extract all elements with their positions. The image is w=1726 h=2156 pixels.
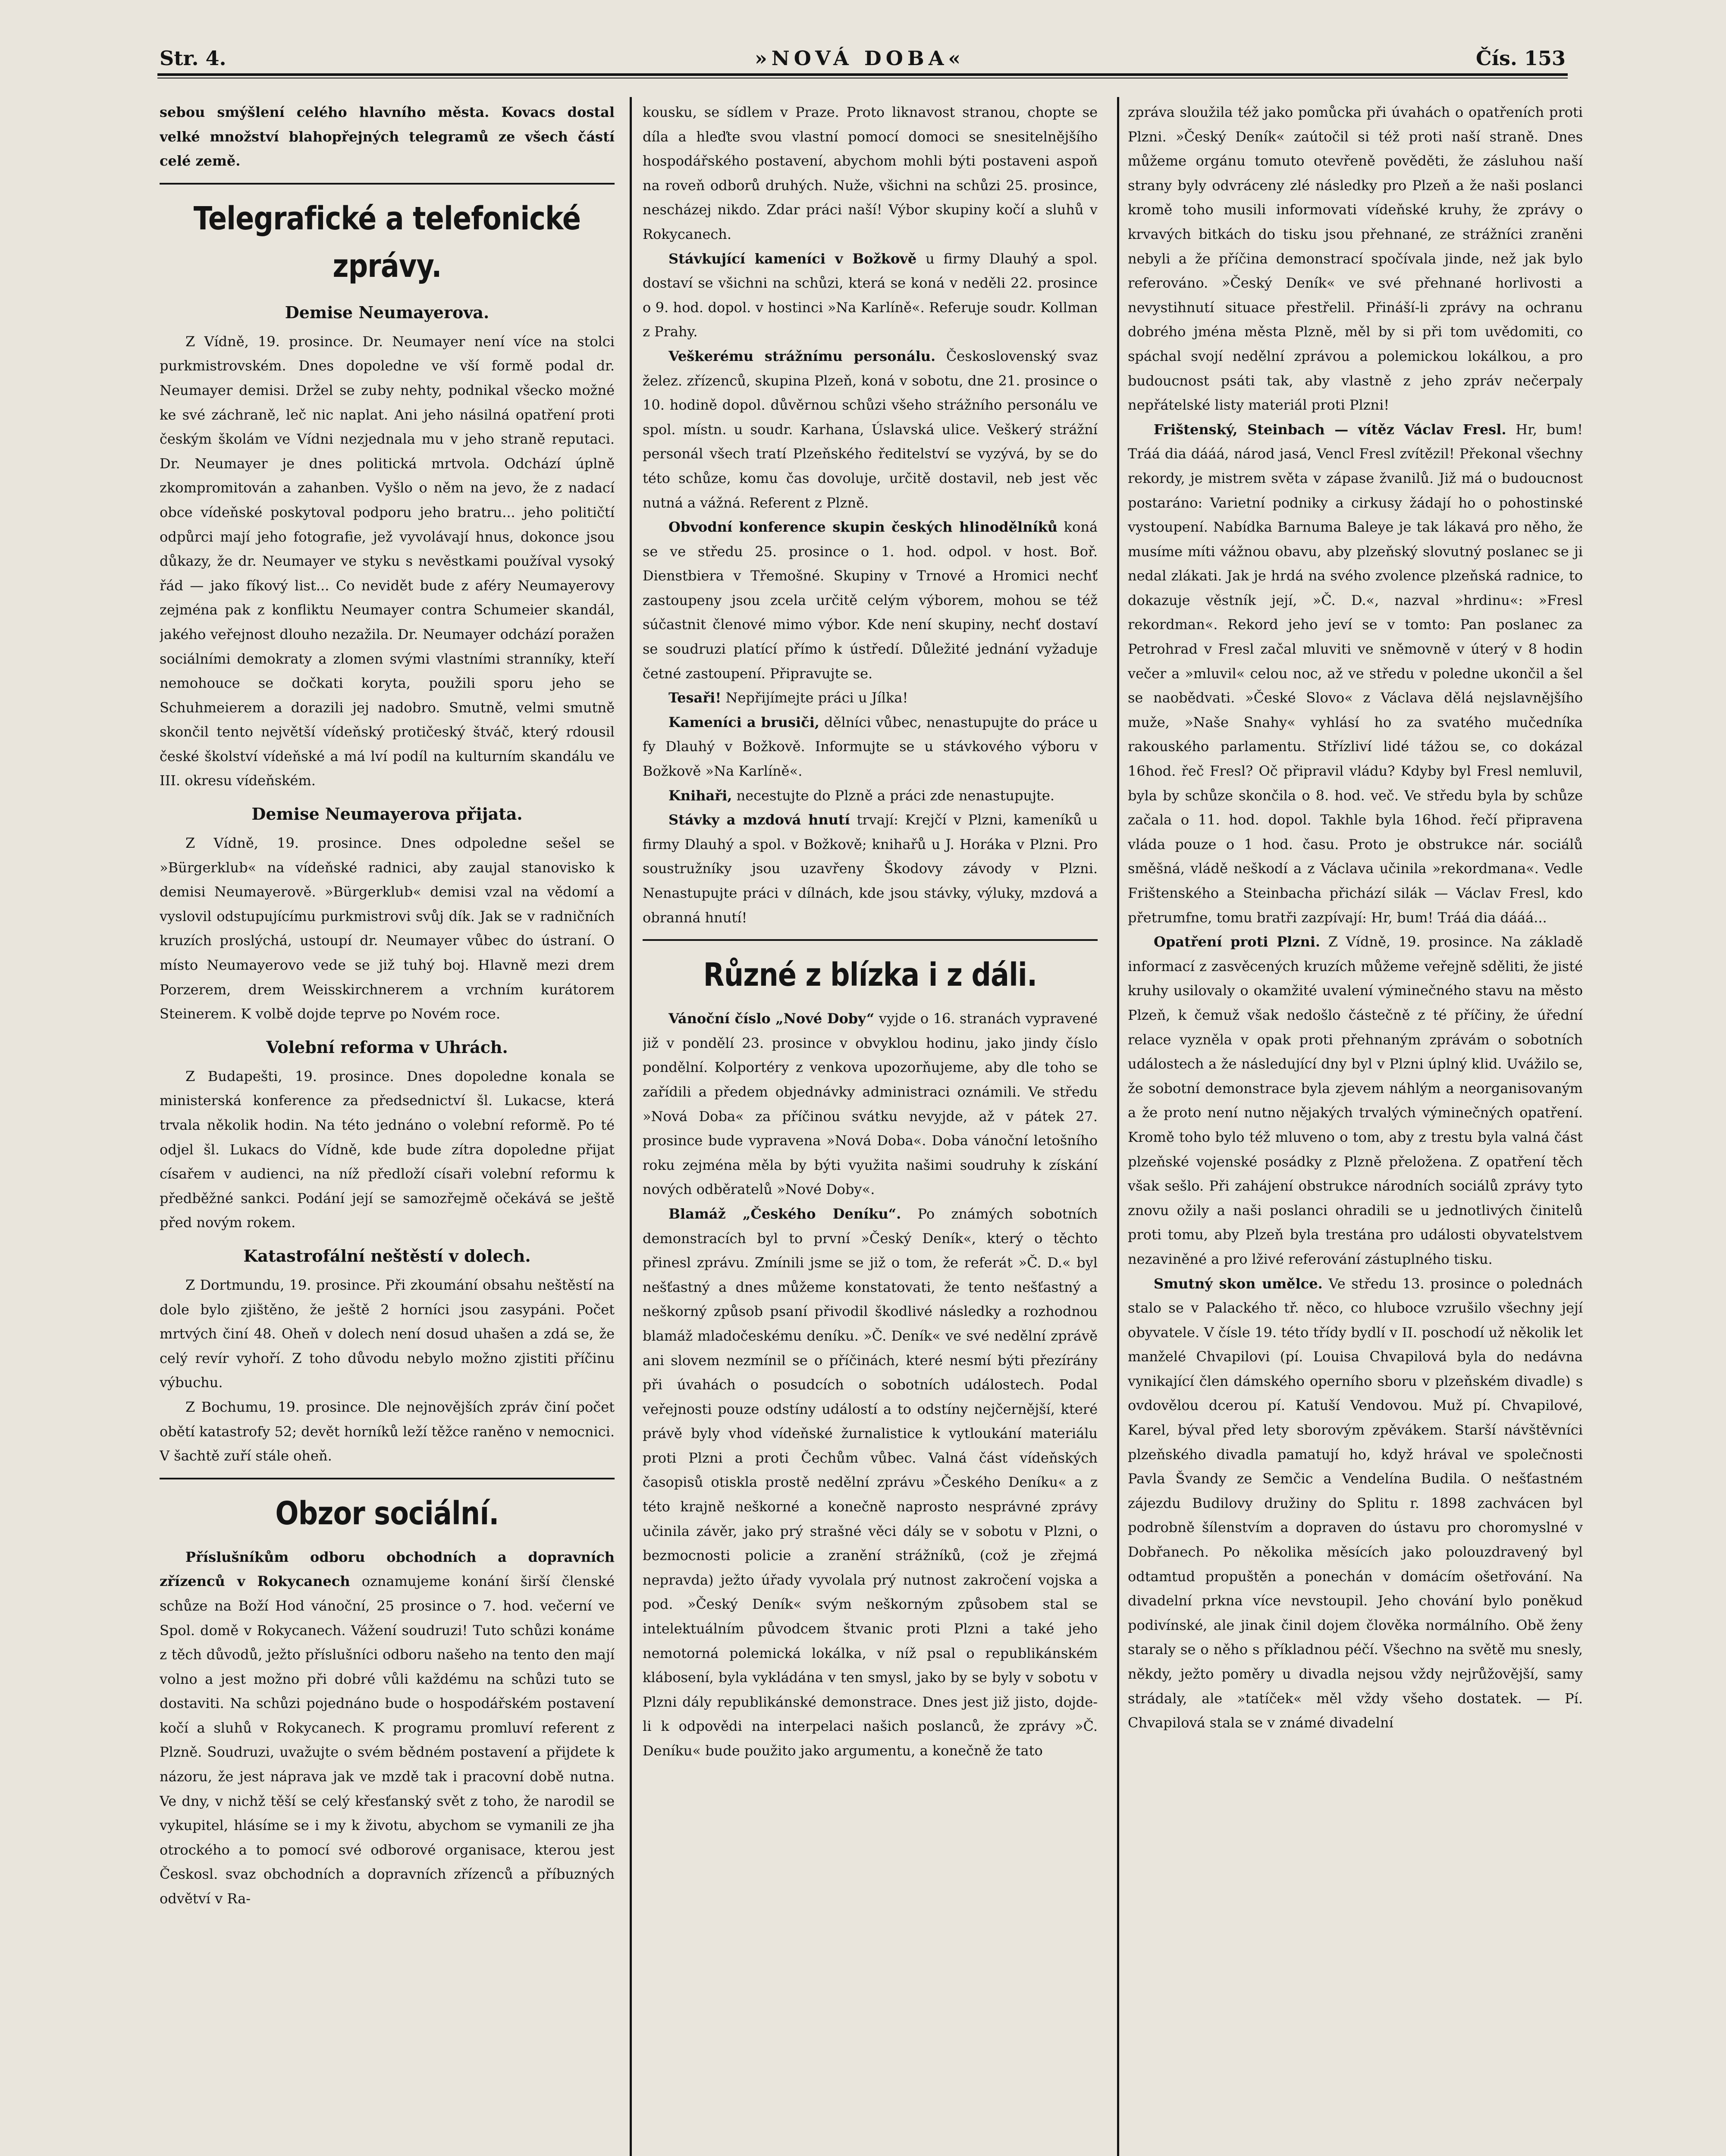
article-body: Z Vídně, 19. prosince. Dr. Neumayer není více na stolci purkmistrovském. Dnes dopoledne ve vší formě podal dr. Neumayer demisi. Držel se zuby nehty, podnikal všecko možné ke své záchraně, leč nic naplat. Ani jeho násilná opatření proti českým školám ve Vídni nezjednala mu v jeho straně reputaci. Dr. Neumayer je dnes politická mrtvola. Odchází úplně zkompromitován a zahanben. Vyšlo o něm na jevo, že z nadací obce vídeňské poskytoval podporu jeho bratru... jeho političtí odpůrci mají jeho fotografie, jež vyvolávají hnus, dokonce jsou důkazy, že dr. Neumayer ve styku s nevěstkami používal vysoký řád — jako fíkový list... Co nevidět bude z aféry Neumayerovy zejména pak z konfliktu Neumayer contra Schumeier skandál, jakého veřejnost dlouho nezažila. Dr. Neumayer odchází poražen sociálními demokraty a zlomen svými vlastními stranníky, kteří nemohouce se dočkati koryta, použili sporu jeho se Schuhmeierem a dorazili jej nadobro. Smutně, velmi smutně skončil tento největší vídeňský protičeský štváč, který rdousil české školství vídeňské a má lví podíl na kulturním skandálu ve III. okresu vídeňském. <box>160 333 615 789</box>
article-body: Ve středu 13. prosince o polednách stalo se v Palackého tř. něco, co hluboce vzrušilo všechny její obyvatele. V čísle 19. této třídy bydlí v II. poschodí už několik let manželé Chvapilovi (pí. Louisa Chvapilová byla do nedávna vynikající člen dámského operního sboru v plzeňském divadle) s ovdovělou dcerou pí. Katuší Vendovou. Muž pí. Chvapilové, Karel, býval před lety sborovým zpěvákem. Starší návštěvníci plzeňského divadla pamatují ho, když hrával ve společnosti Pavla Švandy ze Semčic a Vendelína Budila. O nešťastném zájezdu Budilovy družiny do Splitu r. 1898 zachvácen byl podrobně šílenstvím a dopraven do ústavu pro choromyslné v Dobřanech. Po několika měsících jako polouzdravený byl odtamtud propuštěn a ponechán v domácím ošetřování. Na divadelní prkna více nevstoupil. Jeho chování bylo poněkud podivínské, ale jinak činil dojem člověka normálního. Obě ženy staraly se o něho s příkladnou péčí. Všechno na světě mu snesly, někdy, ježto poměry u divadla nejsou vždy nejrůžovější, samy strádaly, ale »tatíček« měl vždy všeho dostatek. — Pí. Chvapilová stala se v známé divadelní <box>1128 1275 1583 1731</box>
article-heading: Volební reforma v Uhrách. <box>266 1037 508 1057</box>
article-heading: Příslušníkům odboru obchodních a dopravních zřízenců v Rokycanech <box>160 1548 615 1590</box>
section-title: Obzor sociální. <box>275 1495 499 1532</box>
article-body: Nepřijímejte práci u Jílka! <box>725 689 908 706</box>
article-heading: Smutný skon umělce. <box>1154 1275 1323 1292</box>
article-body: zpráva sloužila též jako pomůcka při úvahách o opatřeních proti Plzni. »Český Deník« zaútočil si též proti naší straně. Dnes můžeme orgánu tomuto otevřeně pověděti, že zásluhou naší strany byly odvráceny zlé následky pro Plzeň a že naši poslanci kromě toho musili informovati vídeňské kruhy, že zprávy o krvavých bitkách do tisku jsou přehnané, ze strážníci zraněni nebyli a že příčina demonstrací spočívala jinde, než jak bylo referováno. »Český Deník« ve své přehnané horlivosti a nevystihnutí situace přestřelil. Přináší-li zprávy na ochranu dobrého jména města Plzně, měl by si při tom uvědomiti, co spáchal svojí nedělní zprávou a polemickou lokálkou, a pro budoucnost psáti tak, aby vlastně z jeho zpráv nečerpaly nepřátelské listy materiál proti Plzni! <box>1128 104 1583 414</box>
article-body: Z Dortmundu, 19. prosince. Při zkoumání obsahu neštěstí na dole bylo zjištěno, že ještě 2 horníci jsou zasypáni. Počet mrtvých činí 48. Oheň v dolech není dosud uhašen a zdá se, že celý revír vyhoří. Z toho důvodu nebylo možno zjistiti příčinu výbuchu. <box>160 1276 615 1391</box>
article-body: Z Vídně, 19. prosince. Na základě informací z zasvěcených kruzích můžeme veřejně sděliti, že jisté kruhy usilovaly o okamžité uvalení výminečného stavu na město Plzeň, k čemuž však nedošlo částečně z té příčiny, že úřední relace vyzněla v opak proti přehnaným zprávám o sobotních událostech a že následující dny byl v Plzni úplný klid. Uvážilo se, že sobotní demonstrace byla zjevem náhlým a neorganisovaným a že proto není nutno nějakých trvalých výminečných opatření. Kromě toho bylo též mluveno o tom, aby z trestu byla valná část plzeňské vojenské posádky z Plzně přeložena. Z opatření těch však sešlo. Při zahájení obstrukce národních sociálů zprávy tyto znovu ožily a naši poslanci ohradili se u jednotlivých činitelů proti tomu, aby Plzeň byla trestána pro události obyvatelstvem nezaviněné a pro lživé referování zástuplného tisku. <box>1128 934 1583 1267</box>
issue-number: Čís. 153 <box>1475 47 1566 70</box>
article-heading: Demise Neumayerova přijata. <box>251 804 523 824</box>
article-heading: Vánoční číslo „Nové Doby“ <box>668 1010 875 1027</box>
article-heading: Stávky a mzdová hnutí <box>668 812 850 828</box>
article-heading: Blamáž „Českého Deníku“. <box>668 1205 901 1222</box>
column-3 <box>1128 100 1583 2156</box>
section-title: Různé z blízka i z dáli. <box>703 956 1037 994</box>
article-body: trvají: Krejčí v Plzni, kameníků u firmy Dlauhý a spol. v Božkově; knihařů u J. Horáka v Plzni. Pro soustružníky jsou uzavřeny Škodovy závody v Plzni. Nenastupujte práci v dílnách, kde jsou stávky, výluky, mzdová a obranná hnutí! <box>643 812 1098 926</box>
page-header <box>160 42 1566 72</box>
column-divider <box>630 97 632 2156</box>
article-heading: Kameníci a brusiči, <box>668 714 819 730</box>
section-rule <box>643 939 1098 941</box>
article-heading: Frištenský, Steinbach — vítěz Václav Fresl. <box>1154 421 1506 438</box>
section-rule <box>160 183 615 185</box>
column-divider <box>1117 97 1119 2156</box>
article-body: Československý svaz želez. zřízenců, skupina Plzeň, koná v sobotu, dne 21. prosince o 10. hodině dopol. důvěrnou schůzi všeho strážního personálu ve spol. místn. u soudr. Karhana, Úslavská ulice. Veškerý strážní personál všech tratí Plzeňského ředitelství se vyzývá, by se do této schůze, komu čas dovoluje, určitě dostavil, neb jest věc nutná a vážná. Referent z Plzně. <box>643 348 1098 511</box>
column-1 <box>160 100 615 2156</box>
article-heading: Demise Neumayerova. <box>285 302 490 322</box>
article-body: oznamujeme konání širší členské schůze na Boží Hod vánoční, 25 prosince o 7. hod. večerní ve Spol. domě v Rokycanech. Vážení soudruzi! Tuto schůzi konáme z těch důvodů, ježto příslušníci odboru našeho na tento den mají volno a jest možno při dobré vůli každému na schůzi tuto se dostaviti. Na schůzi pojednáno bude o hospodářském postavení kočí a sluhů v Rokycanech. K programu promluví referent z Plzně. Soudruzi, uvažujte o svém bědném postavení a přijdete k názoru, že jest náprava jak ve mzdě tak i pracovní době nutna. Ve dny, v nichž těší se celý křesťanský svět z toho, že narodil se vykupitel, hlásíme se i my k životu, abychom se vymanili ze jha otrockého a to pomocí své odborové organisace, kterou jest Českosl. svaz obchodních a dopravních zřízenců a příbuzných odvětví v Ra- <box>160 1573 615 1907</box>
section-title: Telegrafické a telefonické zprávy. <box>193 200 581 285</box>
article-heading: Knihaři, <box>668 787 732 804</box>
article-body: necestujte do Plzně a práci zde nenastupujte. <box>736 787 1055 804</box>
article-body: koná se ve středu 25. prosince o 1. hod. odpol. v host. Boř. Dienstbiera v Třemošné. Skupiny v Trnové a Hromici nechť zastoupeny jsou zcela určitě celým výborem, mohou se též súčastnit členové mimo výbor. Kde není skupiny, nechť dostaví se soudruzi platící přímo k ústředí. Důležité jednání vyžaduje četné zastoupení. Připravujte se. <box>643 519 1098 682</box>
article-heading: Obvodní konference skupin českých hlinodělníků <box>668 519 1058 536</box>
header-rule <box>157 73 1568 76</box>
article-body: kousku, se sídlem v Praze. Proto liknavost stranou, chopte se díla a hleďte svou vlastní pomocí domoci se snesitelnějšího hospodářského postavení, abychom mohli býti postaveni aspoň na roveň odborů druhých. Nuže, všichni na schůzi 25. prosince, nescházej nikdo. Zdar práci naší! Výbor skupiny kočí a sluhů v Rokycanech. <box>643 104 1098 242</box>
article-heading: Katastrofální neštěstí v dolech. <box>243 1246 531 1266</box>
article-continuation: sebou smýšlení celého hlavního města. Kovacs dostal velké množství blahopřejných telegramů ze všech částí celé země. <box>160 104 615 169</box>
article-body: Po známých sobotních demonstracích byl to první »Český Deník«, který o těchto přinesl zprávu. Zmínili jsme se již o tom, že referát »Č. D.« byl nešťastný a dnes můžeme konstatovati, že tento nešťastný a neškorný způsob psaní přivodil škodlivé následky a rozhodnou blamáž mladočeskému deníku. »Č. Deník« ve své nedělní zprávě ani slovem nezmínil se o příčinách, které nesmí býti přezírány při úvahách o posudcích o sobotních událostech. Podal veřejnosti pouze odstíny událostí a to odstíny nejčernější, které právě byly vhod vídeňské žurnalistice k vytloukání materiálu proti Plzni a proti Čechům vůbec. Valná část vídeňských časopisů otiskla prostě nedělní zprávu »Českého Deníku« a z této krajně neškorné a konečně naprosto nesprávné zprávy učinila závěr, jako prý strašné věci dály se v sobotu v Plzni, o bezmocnosti policie a zranění strážníků, (což je zřejmá nepravda) ježto úřady vyvolala prý nutnost zakročení vojska a pod. »Český Deník« svým neškorným způsobem stal se intelektuálním původcem štvanic proti Plzni a také jeho nemotorná polemická lokálka, v níž psal o republikánském klábosení, byla vykládána v ten smysl, jako by se byly v sobotu v Plzni dály republikánské demonstrace. Dnes jest již jisto, dojde-li k odpovědi na interpelaci našich poslanců, že zprávy »Č. Deníku« bude použito jako argumentu, a konečně že tato <box>643 1205 1098 1759</box>
article-heading: Veškerému strážnímu personálu. <box>668 348 936 364</box>
article-body: u firmy Dlauhý a spol. dostaví se všichni na schůzi, která se koná v neděli 22. prosince o 9. hod. dopol. v hostinci »Na Karlíně«. Referuje soudr. Kollman z Prahy. <box>643 250 1098 340</box>
article-body: vyjde o 16. stranách vypravené již v pondělí 23. prosince v obvyklou hodinu, jako jindy číslo pondělní. Kolportéry z venkova upozorňujeme, aby dle toho se zařídili a předem objednávky administraci oznámili. Ve středu »Nová Doba« za příčinou svátku nevyjde, až v pátek 27. prosince bude vypravena »Nová Doba«. Doba vánoční letošního roku zejména měla by býti využita našimi soudruhy k získání nových odběratelů »Nové Doby«. <box>643 1010 1098 1198</box>
article-heading: Stávkující kameníci v Božkově <box>668 250 917 267</box>
article-body: dělníci vůbec, nenastupujte do práce u fy Dlauhý v Božkově. Informujte se u stávkového výboru v Božkově »Na Karlíně«. <box>643 714 1098 780</box>
section-rule <box>160 1478 615 1479</box>
article-body: Hr, bum! Tráá dia dááá, národ jasá, Vencl Fresl zvítězil! Překonal všechny rekordy, je mistrem světa v zápase žvanilů. Již má o budoucnost postaráno: Varietní podniky a cirkusy žádají ho o pohostinské vystoupení. Nabídka Barnuma Baleye je tak lákavá pro něho, že musíme míti vážnou obavu, aby plzeňský slovutný poslanec se ji nedal zlákati. Jak je hrdá na svého zvolence plzeňská radnice, to dokazuje věstník její, »Č. D.«, nazval »hrdinu«: »Fresl rekordman«. Rekord jeho jeví se v tomto: Pan poslanec za Petrohrad v Fresl začal mluviti ve sněmovně v úterý v 8 hodin večer a »mluvil« celou noc, až ve středu v poledne ukončil a šel se naobědvati. »České Slovo« z Václava dělá nejslavnějšího muže, »Naše Snahy« vyhlásí ho za svatého mučedníka rakouského parlamentu. Střízliví lidé tážou se, co dokázal 16hod. řeč Fresl? Oč připravil vládu? Kdyby byl Fresl nemluvil, byla by schůze skončila o 8. hod. več. Ve středu byla by schůze začala o 11. hod. dopol. Takhle byla 16hod. řečí připravena vláda pouze o 1 hod. času. Proto je obstrukce nár. sociálů směšná, vládě neškodí a z Václava učinila »rekordmana«. Vedle Frištenského a Steinbacha přichází silák — Václav Fresl, kdo přetrumfne, tomu bratři zazpívají: Hr, bum! Tráá dia dááá... <box>1128 421 1583 926</box>
article-body: Z Budapešti, 19. prosince. Dnes dopoledne konala se ministerská konference za předsednictví šl. Lukacse, která trvala několik hodin. Na této jednáno o volební reformě. Po té odjel šl. Lukacs do Vídně, kde bude zítra dopoledne přijat císařem v audienci, na níž předloží císaři volební reformu k předběžné sankci. Podání její se samozřejmě očekává se ještě před novým rokem. <box>160 1068 615 1231</box>
article-body: Z Bochumu, 19. prosince. Dle nejnovějších zpráv činí počet obětí katastrofy 52; devět horníků leží těžce raněno v nemocnici. V šachtě zuří stále oheň. <box>160 1398 615 1464</box>
page-number: Str. 4. <box>160 47 226 70</box>
article-body: Z Vídně, 19. prosince. Dnes odpoledne sešel se »Bürgerklub« na vídeňské radnici, aby zaujal stanovisko k demisi Neumayerově. »Bürgerklub« demisi vzal na vědomí a vyslovil odstupujícímu purkmistrovi svůj dík. Jak se v radničních kruzích proslýchá, ustoupí dr. Neumayer vůbec do ústraní. O místo Neumayerovo vede se již tuhý boj. Hlavně mezi drem Porzerem, drem Weisskirchnerem a vrchním kurátorem Steinerem. K volbě dojde teprve po Novém roce. <box>160 835 615 1022</box>
article-heading: Tesaři! <box>668 689 722 706</box>
masthead-title: »NOVÁ DOBA« <box>755 47 965 70</box>
article-heading: Opatření proti Plzni. <box>1154 934 1321 950</box>
column-2 <box>643 100 1098 2156</box>
